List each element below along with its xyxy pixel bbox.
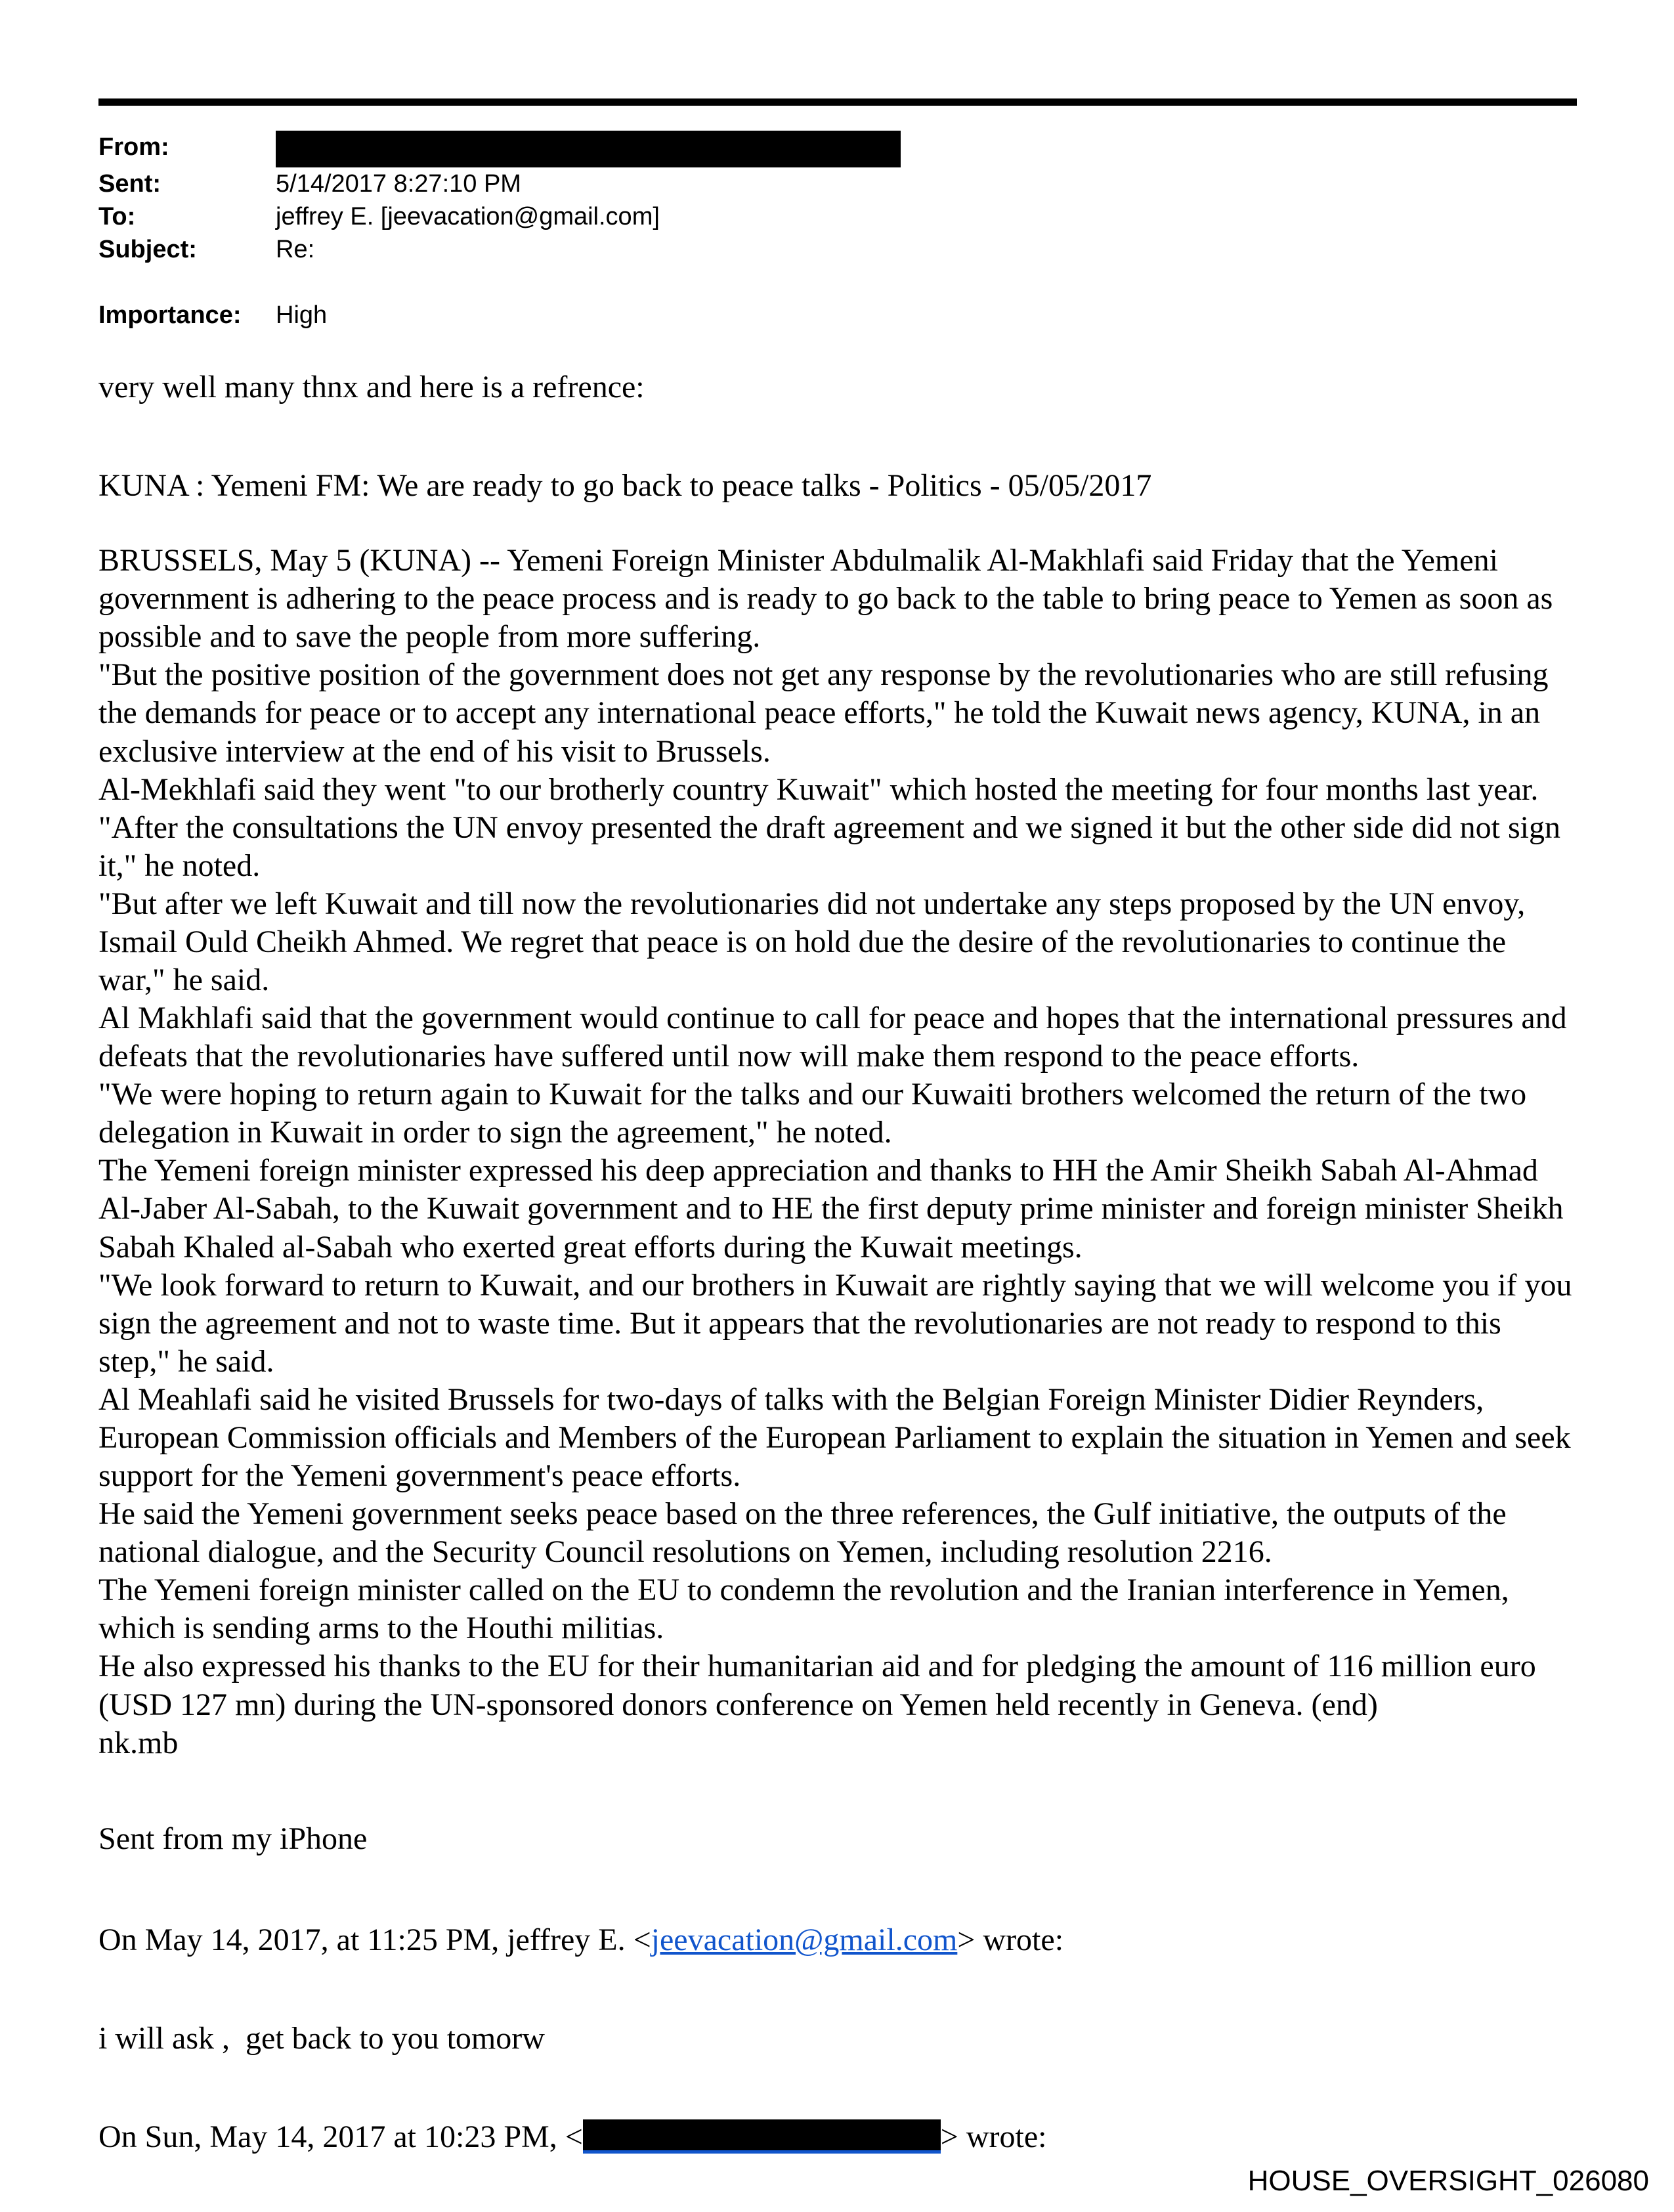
sent-label: Sent: [98, 170, 161, 198]
header-row-to [98, 200, 1577, 233]
quoted-header-1 [98, 1921, 1577, 1959]
to-value: jeffrey E. [jeevacation@gmail.com] [276, 203, 660, 230]
quoted-header-2 [98, 2118, 1577, 2156]
header-row-from [98, 131, 1577, 167]
article-paragraph: He said the Yemeni government seeks peace based on the three references, the Gulf initiative, the outputs of the national dialogue, and the Security Council resolutions on Yemen, including resolution 2216. [98, 1496, 1507, 1570]
from-redaction-bar [276, 131, 901, 167]
signature-line: Sent from my iPhone [98, 1821, 368, 1856]
quote2-prefix: On Sun, May 14, 2017 at 10:23 PM, < [98, 2119, 583, 2154]
article-paragraph: He also expressed his thanks to the EU for their humanitarian aid and for pledging the amount of 116 million euro (USD 127 mn) during the UN-sponsored donors conference on Yemen held recently in Geneva. (end) [98, 1649, 1536, 1722]
from-value [276, 131, 1577, 167]
article-paragraph: nk.mb [98, 1725, 179, 1760]
article-paragraph: "But after we left Kuwait and till now the revolutionaries did not undertake any steps proposed by the UN envoy, Ismail Ould Cheikh Ahmed. We regret that peace is on hold due the desire of the revolutionaries to continue the war," he said. [98, 886, 1526, 998]
header-row-sent [98, 167, 1577, 200]
article-block [98, 542, 1577, 1762]
article-paragraph: Al-Mekhlafi said they went "to our brotherly country Kuwait" which hosted the meeting for four months last year. "After the consultations the UN envoy presented the draft agreement and we signed it but the other side did not sign it," he noted. [98, 771, 1561, 883]
bates-number: HOUSE_OVERSIGHT_026080 [1247, 2165, 1649, 2197]
article-headline: KUNA : Yemeni FM: We are ready to go back to peace talks - Politics - 05/05/2017 [98, 468, 1152, 504]
article-paragraph: BRUSSELS, May 5 (KUNA) -- Yemeni Foreign Minister Abdulmalik Al-Makhlafi said Friday that the Yemeni government is adhering to the peace process and is ready to go back to the table to bring peace to Yemen as soon as possible and to save the people from more suffering. [98, 543, 1553, 655]
to-label: To: [98, 203, 136, 230]
importance-label: Importance: [98, 301, 242, 329]
article-paragraph: "But the positive position of the government does not get any response by the revolutionaries who are still refusing the demands for peace or to accept any international peace efforts," he told the Kuwait news agency, KUNA, in an exclusive interview at the end of his visit to Brussels. [98, 657, 1549, 769]
email-header [98, 131, 1577, 332]
header-row-subject [98, 233, 1577, 266]
email-redaction-bar [583, 2119, 941, 2154]
article-paragraph: The Yemeni foreign minister called on the EU to condemn the revolution and the Iranian interference in Yemen, which is sending arms to the Houthi militias. [98, 1572, 1509, 1646]
subject-value: Re: [276, 236, 315, 263]
reply-line: i will ask , get back to you tomorw [98, 2020, 545, 2056]
article-paragraph: "We look forward to return to Kuwait, and our brothers in Kuwait are rightly saying that we will welcome you if you sign the agreement and not to waste time. But it appears that the revolutionaries are not ready to respond to this step," he said. [98, 1267, 1572, 1379]
quote1-prefix: On May 14, 2017, at 11:25 PM, jeffrey E. < [98, 1922, 651, 1957]
article-paragraph: Al Makhlafi said that the government would continue to call for peace and hopes that the international pressures and defeats that the revolutionaries have suffered until now will make them respond to the peace efforts. [98, 1001, 1567, 1074]
article-paragraph: "We were hoping to return again to Kuwait for the talks and our Kuwaiti brothers welcomed the return of the two delegation in Kuwait in order to sign the agreement," he noted. [98, 1077, 1527, 1150]
header-top-rule [98, 98, 1577, 106]
email-body [98, 368, 1577, 2156]
sent-value: 5/14/2017 8:27:10 PM [276, 170, 521, 198]
quote2-suffix: > wrote: [940, 2119, 1047, 2154]
quote1-suffix: > wrote: [957, 1922, 1064, 1957]
intro-line: very well many thnx and here is a refrence: [98, 370, 645, 404]
subject-label: Subject: [98, 236, 197, 263]
article-paragraph: Al Meahlafi said he visited Brussels for two-days of talks with the Belgian Foreign Minister Didier Reynders, European Commission officials and Members of the European Parliament to explain the situation in Yemen and seek support for the Yemeni government's peace efforts. [98, 1381, 1571, 1494]
email-link[interactable]: jeevacation@gmail.com [651, 1922, 958, 1957]
importance-value: High [276, 301, 328, 329]
from-label: From: [98, 133, 169, 161]
article-paragraph: The Yemeni foreign minister expressed his deep appreciation and thanks to HH the Amir Sheikh Sabah Al-Ahmad Al-Jaber Al-Sabah, to the Kuwait government and to HE the first deputy prime minister and foreign minister Sheikh Sabah Khaled al-Sabah who exerted great efforts during the Kuwait meetings. [98, 1153, 1564, 1265]
header-row-importance [98, 299, 1577, 332]
